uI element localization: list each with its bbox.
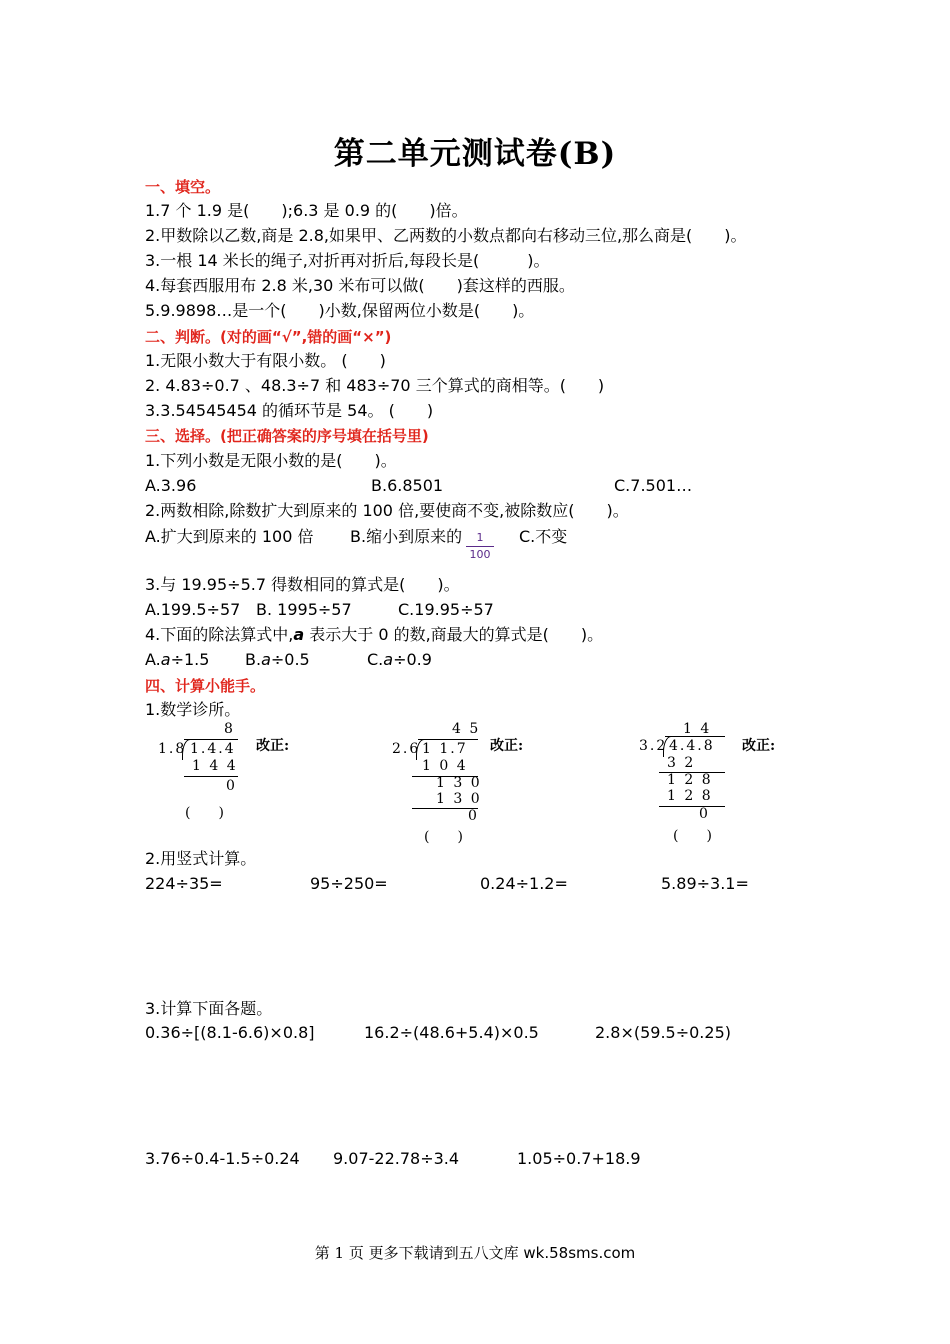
fill-question-3: 3.一根 14 米长的绳子,对折再对折后,每段长是( )。 [145,251,550,270]
long-division-3 [639,722,739,827]
fix-label-3: 改正: [742,738,776,754]
fix-label-1: 改正: [256,738,290,754]
section-heading-calc: 四、计算小能手。 [145,677,266,695]
section-heading-choice: 三、选择。(把正确答案的序号填在括号里) [145,427,429,445]
choice-question-4 [145,625,603,645]
division-line [184,739,238,740]
expression-3: 2.8×(59.5÷0.25) [595,1023,731,1042]
choice-4-variable: a [293,625,305,644]
work-row: 1 2 8 [667,788,713,804]
option-variable: a [383,650,394,669]
expression-5: 9.07-22.78÷3.4 [333,1149,460,1168]
answer-paren-1: ( ) [185,805,224,821]
expression-6: 1.05÷0.7+18.9 [517,1149,641,1168]
answer-paren-2: ( ) [424,829,463,845]
dividend: 4.4.8 [669,738,715,754]
vertical-calc-2: 95÷250= [310,874,388,893]
page-footer [0,1242,950,1263]
choice-question-2: 2.两数相除,除数扩大到原来的 100 倍,要使商不变,被除数应( )。 [145,501,629,520]
choice-4-text-b: 表示大于 0 的数,商最大的算式是( )。 [304,625,604,644]
section-heading-judge: 二、判断。(对的画“√”,错的画“×”) [145,328,392,346]
judge-question-2: 2. 4.83÷0.7 、48.3÷7 和 483÷70 三个算式的商相等。( ) [145,376,605,395]
option-variable: a [261,650,271,669]
division-line [418,739,478,740]
expression-4: 3.76÷0.4-1.5÷0.24 [145,1149,300,1168]
choice-4-option-b [245,650,310,670]
fill-question-5: 5.9.9898…是一个( )小数,保留两位小数是( )。 [145,301,535,320]
work-row: 1 2 8 [667,772,713,788]
section-heading-fill: 一、填空。 [145,178,221,196]
work-row: 1 0 4 [422,758,468,774]
fix-label-2: 改正: [490,738,524,754]
fraction-one-hundredth [466,531,494,561]
fraction-numerator: 1 [476,531,484,544]
work-line [184,776,238,777]
quotient: 4 5 [452,721,481,737]
quotient: 8 [224,721,235,737]
choice-3-option-a: A.199.5÷57 [145,600,241,619]
calc-question-1: 1.数学诊所。 [145,700,241,719]
work-row: 1 3 0 [436,775,482,791]
choice-2-option-c: C.不变 [519,527,568,546]
divisor: 3.2 [639,738,668,754]
footer-page-text: 第 1 页 更多下载请到五八文库 [314,1244,519,1262]
option-prefix: B. [245,650,262,669]
work-line [659,806,725,807]
fill-question-2: 2.甲数除以乙数,商是 2.8,如果甲、乙两数的小数点都向右移动三位,那么商是( )。 [145,226,747,245]
judge-question-3: 3.3.54545454 的循环节是 54。 ( ) [145,401,434,420]
divisor: 2.6 [392,741,421,757]
option-rest: ÷0.9 [393,650,432,669]
choice-question-3: 3.与 19.95÷5.7 得数相同的算式是( )。 [145,575,460,594]
choice-3-option-c: C.19.95÷57 [398,600,494,619]
dividend: 1.4.4 [190,741,236,757]
answer-paren-3: ( ) [673,828,712,844]
footer-site-link[interactable]: wk.58sms.com [523,1244,636,1262]
option-prefix: C. [367,650,384,669]
choice-3-option-b: B. 1995÷57 [256,600,352,619]
vertical-calc-4: 5.89÷3.1= [661,874,749,893]
vertical-calc-1: 224÷35= [145,874,223,893]
quotient: 1 4 [683,721,712,737]
choice-4-text-a: 4.下面的除法算式中, [145,625,294,644]
choice-2-option-a: A.扩大到原来的 100 倍 [145,527,314,546]
fraction-denominator: 100 [469,548,491,561]
remainder: 0 [699,806,710,822]
choice-question-1: 1.下列小数是无限小数的是( )。 [145,451,397,470]
remainder: 0 [226,778,237,794]
choice-1-option-c: C.7.501… [614,476,693,495]
page-title: 第二单元测试卷(B) [333,136,617,172]
choice-4-option-c [367,650,432,670]
divisor: 1.8 [158,741,187,757]
calc-question-2: 2.用竖式计算。 [145,849,257,868]
choice-4-option-a [145,650,209,670]
work-row: 3 2 [667,755,696,771]
fraction-bar [466,546,494,547]
expression-1: 0.36÷[(8.1-6.6)×0.8] [145,1023,315,1042]
remainder: 0 [468,808,479,824]
long-division-2 [392,722,492,832]
expression-2: 16.2÷(48.6+5.4)×0.5 [364,1023,539,1042]
fill-question-1: 1.7 个 1.9 是( );6.3 是 0.9 的( )倍。 [145,201,468,220]
option-rest: ÷0.5 [270,650,310,669]
option-prefix: A. [145,650,161,669]
choice-1-option-a: A.3.96 [145,476,197,495]
option-variable: a [160,650,171,669]
calc-question-3: 3.计算下面各题。 [145,999,273,1018]
option-rest: ÷1.5 [170,650,210,669]
work-row: 1 4 4 [192,758,238,774]
dividend: 1 1.7 [422,741,468,757]
choice-1-option-b: B.6.8501 [371,476,444,495]
vertical-calc-3: 0.24÷1.2= [480,874,568,893]
choice-2-option-b: B.缩小到原来的 [350,527,463,546]
judge-question-1: 1.无限小数大于有限小数。 ( ) [145,351,386,370]
work-row: 1 3 0 [436,791,482,807]
fill-question-4: 4.每套西服用布 2.8 米,30 米布可以做( )套这样的西服。 [145,276,575,295]
division-line [665,736,725,737]
